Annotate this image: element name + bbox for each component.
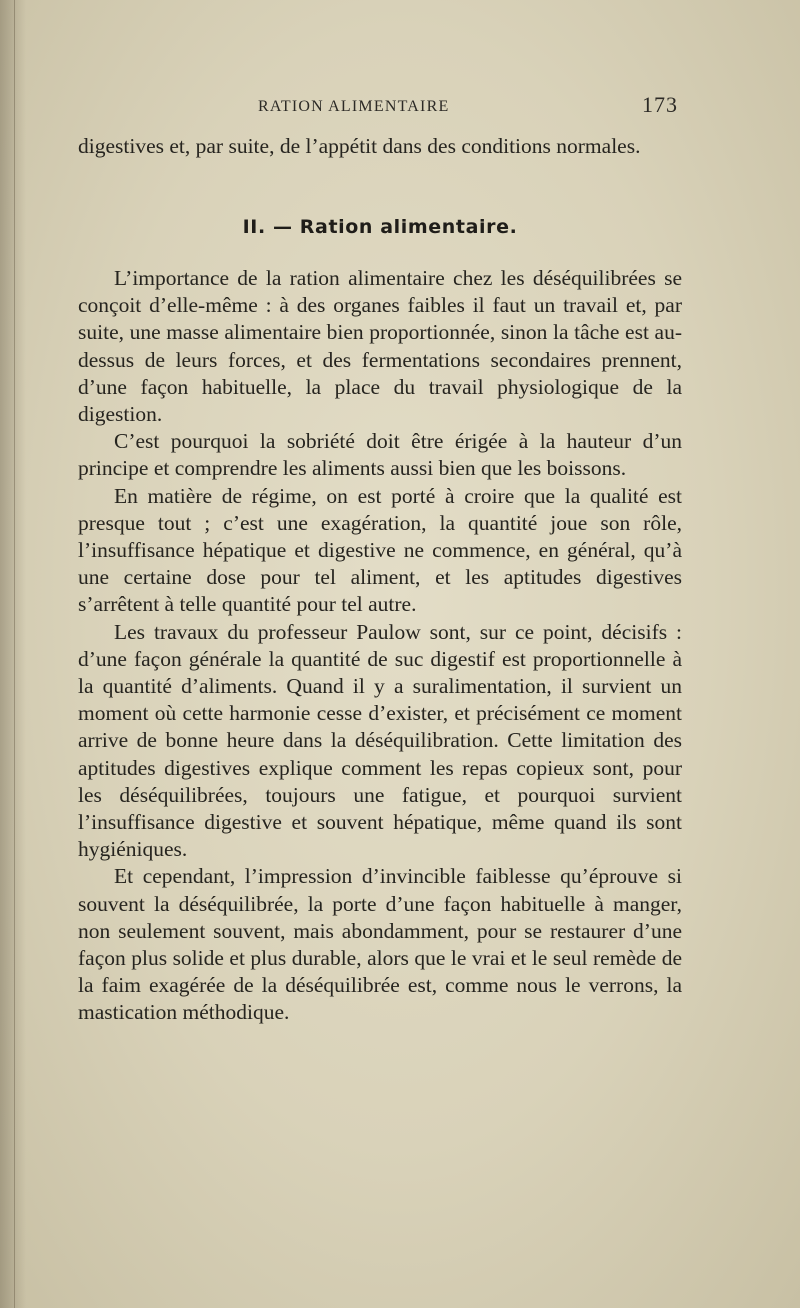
body-text <box>78 265 682 1027</box>
running-title: RATION ALIMENTAIRE <box>258 98 450 115</box>
paragraph-1: L’importance de la ration alimentaire chez les déséquilibrées se conçoit d’elle-même : à des organes faibles il faut un travail et, par suite, une masse alimentaire bien proportionnée, sinon la tâche est au-dessus de leurs forces, et des fermentations secondaires prennent, d’une façon habituelle, la place du travail physiologique de la digestion. <box>78 266 682 427</box>
page-edge-line <box>14 0 15 1308</box>
paragraph-4: Les travaux du professeur Paulow sont, sur ce point, décisifs : d’une façon générale la quantité de suc digestif est proportionnelle à la quantité d’aliments. Quand il y a suralimentation, il survient un moment où cette harmonie cesse d’exister, et précisément ce moment arrive de bonne heure dans la déséquilibration. Cette limitation des aptitudes digestives explique comment les repas copieux sont, pour les déséquilibrées, toujours une fatigue, et pourquoi survient l’insuffisance digestive et souvent hépatique, même quand ils sont hygiéniques. <box>78 619 682 862</box>
page-header <box>258 92 678 124</box>
intro-paragraph: digestives et, par suite, de l’appétit dans des conditions normales. <box>78 134 641 158</box>
paragraph-3: En matière de régime, on est porté à croire que la qualité est presque tout ; c’est une exagération, la quantité joue son rôle, l’insuffisance hépatique et digestive ne commence, en général, qu’à une certaine dose pour tel aliment, et les aptitudes digestives s’arrêtent à telle quantité pour tel autre. <box>78 483 682 617</box>
page-edge-shadow <box>0 0 26 1308</box>
intro-text <box>78 133 682 160</box>
paragraph-2: C’est pourquoi la sobriété doit être érigée à la hauteur d’un principe et comprendre les aliments aussi bien que les boissons. <box>78 429 682 481</box>
paragraph-5: Et cependant, l’impression d’invincible faiblesse qu’éprouve si souvent la déséquilibrée, la porte d’une façon habituelle à manger, non seulement souvent, mais abondamment, pour se restaurer d’une façon plus solide et plus durable, alors que le vrai et le seul remède de la faim exagérée de la déséquilibrée est, comme nous le verrons, la mastication méthodique. <box>78 864 682 1025</box>
section-title: II. — Ration alimentaire. <box>242 216 518 238</box>
page-number: 173 <box>642 92 678 117</box>
